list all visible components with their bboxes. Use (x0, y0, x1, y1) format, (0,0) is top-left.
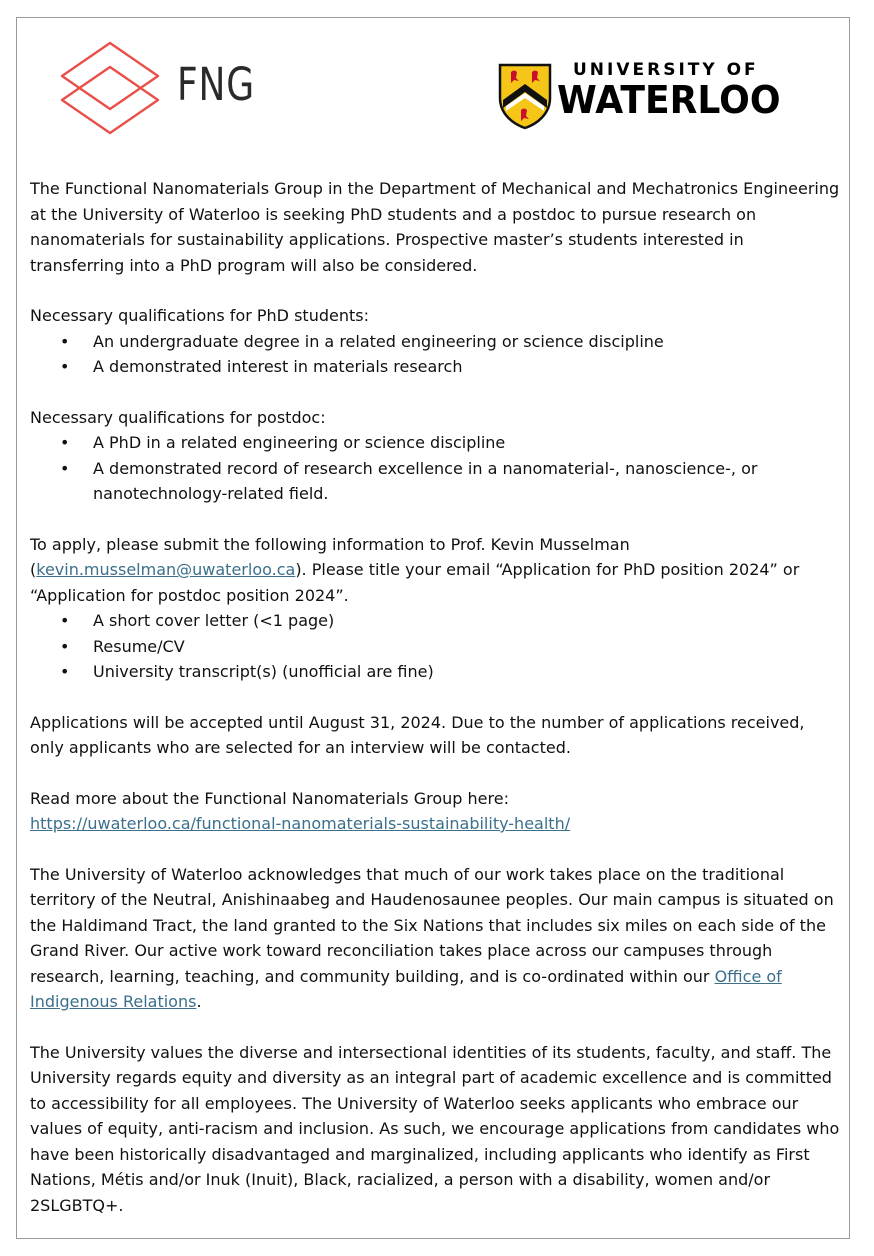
fng-logo-icon (58, 40, 163, 136)
land-acknowledgement-end: . (196, 992, 202, 1011)
list-item: • A demonstrated interest in materials research (30, 354, 842, 380)
list-item: • An undergraduate degree in a related engineering or science discipline (30, 329, 842, 355)
waterloo-crest-icon (497, 62, 553, 130)
list-item: • A demonstrated record of research excellence in a nanomaterial-, nanoscience-, or nanotechnology-related field. (30, 456, 842, 507)
land-acknowledgement-text: The University of Waterloo acknowledges that much of our work takes place on the traditional territory of the Neutral, Anishinaabeg and Haudenosaunee peoples. Our main campus is situated on the Haldimand Tract, the land granted to the Six Nations that includes six miles on each side of the Grand River. Our active work toward reconciliation takes place across our campuses through research, learning, teaching, and community building, and is co-ordinated within our (30, 864, 834, 986)
deadline-paragraph: Applications will be accepted until August 31, 2024. Due to the number of applications received, only applicants who are selected for an interview will be contacted. (30, 712, 805, 757)
header (17, 18, 849, 178)
land-acknowledgement-paragraph (30, 862, 842, 1015)
fng-logo-text: FNG (177, 58, 255, 111)
postdoc-qualifications-list (30, 430, 842, 507)
intro-paragraph: The Functional Nanomaterials Group in the Department of Mechanical and Mechatronics Engineering at the University of Waterloo is seeking PhD students and a postdoc to pursue research on nanomaterials for sustainability applications. Prospective master’s students interested in transferring into a PhD program will also be considered. (30, 179, 840, 275)
waterloo-logo-line2: WATERLOO (557, 78, 781, 122)
apply-instructions (30, 532, 842, 609)
phd-qualifications-list (30, 329, 842, 380)
equity-paragraph: The University values the diverse and intersectional identities of its students, faculty, and staff. The University regards equity and diversity as an integral part of academic excellence and is committed to accessibility for all employees. The University of Waterloo seeks applicants who embrace our values of equity, anti-racism and inclusion. As such, we encourage applications from candidates who have been historically disadvantaged and marginalized, including applicants who identify as First Nations, Métis and/or Inuk (Inuit), Black, racialized, a person with a disability, women and/or 2SLGBTQ+. (30, 1042, 840, 1215)
indigenous-relations-link[interactable]: Office of Indigenous Relations (30, 966, 782, 1011)
list-item: • A PhD in a related engineering or science discipline (30, 430, 842, 456)
read-more-paragraph (30, 786, 842, 837)
apply-text-before: To apply, please submit the following information to Prof. Kevin Musselman ( (30, 534, 630, 579)
waterloo-logo-line1: UNIVERSITY OF (573, 60, 759, 80)
group-website-link[interactable]: https://uwaterloo.ca/functional-nanomaterials-sustainability-health/ (30, 814, 571, 833)
apply-text-after: ). Please title your email “Application for PhD position 2024” or “Application for postdoc position 2024”. (30, 560, 800, 605)
contact-email-link[interactable]: kevin.musselman@uwaterloo.ca (36, 560, 296, 579)
read-more-text: Read more about the Functional Nanomaterials Group here: (30, 788, 509, 808)
list-item: • Resume/CV (30, 634, 842, 660)
list-item: • University transcript(s) (unofficial are fine) (30, 659, 842, 685)
document-body (30, 176, 842, 1243)
document-page (16, 17, 850, 1239)
list-item: • A short cover letter (<1 page) (30, 608, 842, 634)
apply-materials-list (30, 608, 842, 685)
postdoc-qualifications-heading: Necessary qualifications for postdoc: (30, 407, 326, 427)
phd-qualifications-heading: Necessary qualifications for PhD students: (30, 306, 369, 325)
